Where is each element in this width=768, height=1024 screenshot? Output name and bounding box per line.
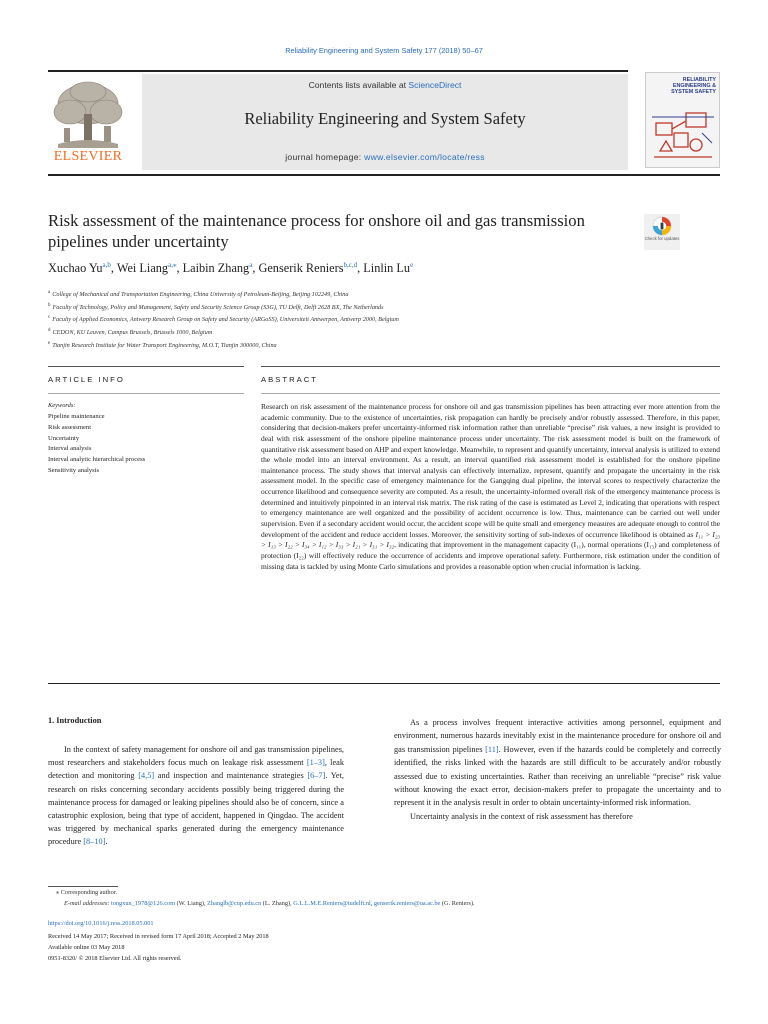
- author-name: Genserik Reniers: [258, 261, 344, 276]
- author-name: Xuchao Yu: [48, 261, 103, 276]
- email-link[interactable]: tongxun_1978@126.com: [111, 900, 176, 907]
- article-title: Risk assessment of the maintenance process for onshore oil and gas transmission pipelines under uncertainty: [48, 211, 585, 251]
- banner-rule: [48, 174, 720, 176]
- abstract-text-part2: , indicating that improvement in the management capacity (I₁₁), normal operations (I₁₃) and completeness of protection (I₂₂) will effectively reduce the occurrence of accidents and improve operational safety. Furthermore, risk estimation under the condition of missing data is tackled by using Monte Carlo simulations and provides a reasonable option when crucial information is lacking.: [261, 540, 720, 571]
- email-link[interactable]: genserik.reniers@ua.ac.be: [373, 900, 441, 907]
- journal-citation[interactable]: Reliability Engineering and System Safety 177 (2018) 50–67: [285, 46, 483, 55]
- affiliation: [48, 313, 728, 326]
- author-separator: ,: [176, 261, 183, 276]
- email-link[interactable]: G.L.L.M.E.Reniers@tudelft.nl: [293, 900, 371, 907]
- affiliation-text: College of Mechanical and Transportation Engineering, China University of Petroleum-Beijing, Beijing 102249, China: [52, 291, 349, 299]
- intro-paragraph-1: [48, 743, 344, 849]
- author-separator: ,: [110, 261, 117, 276]
- text-run: , leak detection and monitoring: [48, 758, 344, 781]
- email-addresses: [64, 900, 724, 907]
- publisher-logo-text: ELSEVIER: [53, 149, 123, 164]
- keywords-label: Keywords:: [48, 402, 76, 409]
- text-run: . However, even if the hazards could be completely and correctly identified, the risks linked with the hazards are still difficult to be accurately and/or robustly assessed due to existing uncertainties. Rather than receiving an unreliable “precise” risk value without knowing the exact error, decision-makers prefer to propagate the uncertainty and to represent it in the analysis result in order to obtain uncertainty-informed risk information.: [394, 744, 721, 808]
- sensitivity-order: I₁₁ > I₂₃ > I₁₃ > I₂₂ > I₃₄ > I₁₂ > I₃₃ > I₂₁ > I₃₁ > I₃₂: [261, 529, 720, 550]
- contents-line: [142, 80, 628, 90]
- abstract-rule: [261, 366, 720, 367]
- author[interactable]: [117, 261, 183, 275]
- affiliation-mark: b: [48, 302, 51, 308]
- abstract-text-part1: Research on risk assessment of the maintenance process for onshore oil and gas transmission pipelines has been attracting ever more attention from the academic community. Due to the existence of uncertainties, risk propagation can hardly be precisely and/or robustly assessed. Therefore, in this paper, considering that decision-makers prefer uncertainty-informed risk information rather than unreliable “precise” risk values, a new insight is provided to deal with risk assessment of the onshore pipeline maintenance process under uncertainty. The risk assessment model is built on the framework of quantitative risk assessment based on AHP and expert knowledge. Meanwhile, to represent and quantify uncertainty, interval analysis is utilized to extend the whole model into an interval environment. As a result, an interval quantified risk assessment model is established for the onshore pipeline maintenance process. The study shows that interval analysis can effectively internalize, represent, quantify and propagate the uncertainty in the risk assessment model. In the specific case of emergency maintenance for the Gangqing dual pipeline, the interval scores to respectively characterize the occurrence likelihood and consequence severity are computed. As a result, the uncertainty-informed overall risk of the emergency maintenance process is determined and intuitively pinpointed in an interval risk matrix. The risk rating of the case is estimated as Level 2, indicating that operations with respect to emergency maintenance are well organized and the possibility of accident occurrence is low. Thus, maintenance can be carried out well under supervision. Even if a secondary accident would occur, the accident scope will be quite small and emergency measures are adequate enough to control the development of the accident and reduce accident losses. Moreover, the sensitivity sorting of sub-indexes of occurrence likelihood is obtained as: [261, 402, 720, 539]
- author-affiliation-mark[interactable]: a,⁎: [168, 261, 177, 269]
- text-run: (L. Zhang),: [261, 900, 294, 907]
- intro-paragraph-2: [394, 716, 721, 810]
- keyword: Sensitivity analysis: [48, 466, 100, 474]
- affiliation-mark: d: [48, 327, 51, 333]
- text-run: . Yet, research on risks concerning secondary accidents possibly being triggered during the maintenance process for damaged or leaking pipelines should also be of concern, since a catastrophic explosion, being that type of accident, happened in Qingdao. The accident was triggered by mechanical sparks generated during the emergency maintenance procedure: [48, 771, 344, 847]
- section-heading-introduction: 1. Introduction: [48, 716, 102, 725]
- text-run: (W. Liang),: [175, 900, 208, 907]
- check-for-updates-icon[interactable]: [644, 214, 680, 250]
- author-name: Laibin Zhang: [182, 261, 250, 276]
- email-label: E-mail addresses:: [64, 900, 111, 907]
- check-for-updates-label: Check for updates: [644, 236, 680, 241]
- corresponding-author-note: ⁎ Corresponding author.: [56, 889, 118, 896]
- homepage-link[interactable]: www.elsevier.com/locate/ress: [364, 152, 485, 162]
- keyword: Pipeline maintenance: [48, 413, 105, 420]
- header-rule: [48, 70, 628, 72]
- affiliation-mark: a: [48, 290, 51, 295]
- homepage-prefix: journal homepage:: [285, 152, 365, 162]
- text-run: ,: [370, 900, 374, 907]
- author-affiliation-mark[interactable]: b,c,d: [343, 261, 358, 269]
- author-separator: ,: [357, 261, 364, 276]
- keyword: Risk assessment: [48, 423, 92, 431]
- author[interactable]: [258, 261, 363, 275]
- author-affiliation-mark[interactable]: e: [410, 261, 414, 269]
- cover-illustration-icon: [646, 73, 721, 169]
- article-info-rule: [48, 366, 244, 367]
- abstract-body: [261, 402, 720, 572]
- author-separator: ,: [252, 261, 259, 276]
- article-info-heading: ARTICLE INFO: [48, 375, 125, 384]
- author[interactable]: [48, 261, 117, 275]
- keyword: Interval analysis: [48, 445, 92, 453]
- abstract-end-rule: [48, 683, 720, 684]
- citation-link[interactable]: [6–7]: [307, 771, 326, 781]
- doi-link[interactable]: https://doi.org/10.1016/j.ress.2018.05.001: [48, 920, 154, 927]
- abstract-heading: ABSTRACT: [261, 375, 319, 384]
- text-run: (G. Reniers).: [440, 900, 475, 907]
- available-online: Available online 03 May 2018: [48, 944, 125, 951]
- affiliation-mark: c: [48, 315, 51, 321]
- keyword: Uncertainty: [48, 434, 80, 442]
- citation-link[interactable]: [8–10]: [83, 837, 106, 847]
- affiliation-mark: e: [48, 340, 51, 346]
- author[interactable]: [183, 261, 259, 275]
- article-history: [48, 931, 269, 964]
- footnote-rule: [48, 886, 118, 887]
- affiliation: [48, 326, 728, 339]
- text-run: .: [105, 837, 108, 847]
- author-name: Wei Liang: [116, 261, 169, 276]
- affiliation-list: [48, 288, 728, 351]
- abstract-rule-lower: [261, 393, 720, 394]
- affiliation-text: CEDON, KU Leuven, Campus Brussels, Brussels 1000, Belgium: [52, 329, 213, 337]
- keyword: Interval analytic hierarchical process: [48, 456, 146, 464]
- affiliation-text: Faculty of Technology, Policy and Management, Safety and Security Science Group (S3G), TU Delft, Delft 2628 BX, The Netherlands: [52, 303, 384, 311]
- author-affiliation-mark[interactable]: a,b: [102, 261, 111, 269]
- citation-link[interactable]: [1–3]: [306, 758, 325, 768]
- copyright: 0951-8320/ © 2018 Elsevier Ltd. All rights reserved.: [48, 955, 182, 962]
- affiliation: [48, 288, 728, 301]
- intro-paragraph-3: Uncertainty analysis in the context of risk assessment has therefore: [410, 811, 633, 821]
- author[interactable]: [363, 261, 413, 275]
- journal-homepage: [142, 152, 628, 162]
- text-run: As a process involves frequent interactive activities among personnel, equipment and environment, numerous hazards inevitably exist in the maintenance procedure for onshore oil and gas transmission pipelines: [394, 718, 721, 754]
- intro-right-column: [394, 716, 721, 823]
- email-link[interactable]: Zhanglb@cup.edu.cn: [207, 900, 262, 907]
- author-list: [48, 261, 728, 276]
- article-info-rule-lower: [48, 393, 244, 394]
- affiliation: [48, 339, 728, 352]
- received-dates: Received 14 May 2017; Received in revised form 17 April 2018; Accepted 2 May 2018: [48, 933, 269, 940]
- author-name: Linlin Lu: [363, 261, 411, 276]
- contents-prefix: Contents lists available at: [308, 80, 409, 90]
- keyword-list: [48, 412, 244, 477]
- citation-link[interactable]: [4,5]: [138, 771, 155, 781]
- text-run: In the context of safety management for onshore oil and gas transmission pipelines, most researchers and stakeholders focus much on leakage risk assessment: [48, 745, 344, 768]
- journal-title: Reliability Engineering and System Safety: [244, 109, 526, 128]
- affiliation-text: Tianjin Research Institute for Water Transport Engineering, M.O.T, Tianjin 300000, China: [52, 341, 277, 349]
- affiliation: [48, 301, 728, 314]
- journal-cover[interactable]: [645, 72, 720, 168]
- citation-link[interactable]: [11]: [485, 744, 499, 754]
- affiliation-text: Faculty of Applied Economics, Antwerp Research Group on Safety and Security (ARGoSS), Universiteit Antwerpen, Antwerp 2000, Belgium: [52, 316, 399, 324]
- sciencedirect-link[interactable]: ScienceDirect: [408, 80, 462, 90]
- cover-title: RELIABILITY ENGINEERING & SYSTEM SAFETY: [671, 77, 716, 95]
- author-affiliation-mark[interactable]: a: [249, 261, 253, 269]
- text-run: and inspection and maintenance strategies: [154, 771, 308, 781]
